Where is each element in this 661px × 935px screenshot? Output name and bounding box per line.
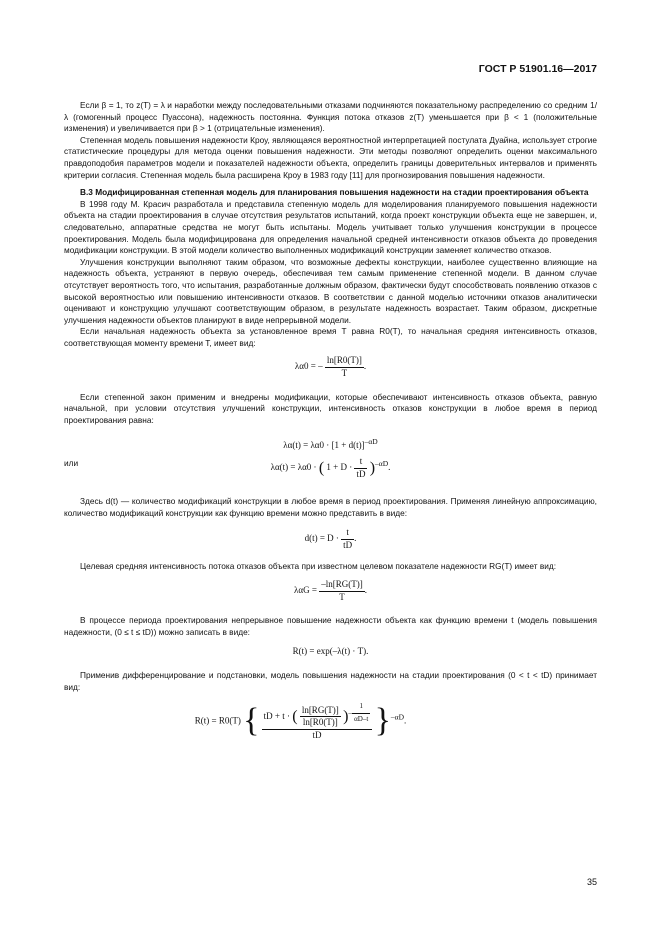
formula-part: λα(t) = λα0 · [1 + d(t)] xyxy=(283,440,365,451)
denominator: tD xyxy=(312,730,322,740)
section-heading: B.3 Модифицированная степенная модель для планирования повышения надежности на стадии проектирования объекта xyxy=(80,187,589,198)
formula-part: λαG = xyxy=(294,585,317,596)
fraction xyxy=(341,527,354,551)
formula-part: d(t) = D · xyxy=(304,533,339,544)
formula-part: 1 + D · xyxy=(326,462,353,473)
numerator: t xyxy=(341,527,354,540)
paren-close: ) xyxy=(343,708,349,726)
numerator: 1 xyxy=(352,701,370,714)
fraction xyxy=(300,705,341,729)
paren-open: { xyxy=(243,702,260,740)
formula-row-or xyxy=(64,456,597,486)
page-body xyxy=(64,100,597,742)
paren-close: ) xyxy=(369,459,376,477)
paragraph: В процессе периода проектирования непрерывное повышение надежности объекта как функцию времени t (модель повышения надежности, (0 ≤ t ≤ tD)) можно записать в виде: xyxy=(64,615,597,637)
formula-modifications-count: d(t) = D · $\frac{t}{tD}$ . xyxy=(304,527,357,550)
paragraph: Степенная модель повышения надежности Кроу, являющаяся вероятностной интерпретацией постулата Дуайна, использует строгие статистические процедуры для метода оценки повышения надежности. Эти методы позволяют определить оценки максимального правдоподобия параметров модели и показателей надежности объекта, определить границы доверительных интервалов и применять критерии согласия. Степенная модель была расширена Кроу в 1983 году [11] для прогнозирования повышения надежности. xyxy=(64,134,597,180)
numerator: ln[R0(T)] xyxy=(325,355,364,368)
numerator: –ln[RG(T)] xyxy=(319,579,365,592)
numerator: tD + t · ( $\frac{\ln[RG(T)]}{\ln[R0(T)]}$ )$^{- \frac{1}{\alpha D-t}}$ xyxy=(262,701,373,730)
denominator: tD xyxy=(343,539,353,550)
formula-target-failure-rate: λαG = $\frac{-\ln[RG(T)]}{T}$ . xyxy=(294,579,367,602)
formula-failure-rate-linear: λα(t) = λα0 · ( 1 + D · $\frac{t}{tD}$ )$^{-\alpha D}$. xyxy=(270,456,391,479)
denominator: T xyxy=(341,368,348,379)
numerator: ln[RG(T)] xyxy=(300,705,341,718)
fraction xyxy=(354,456,367,480)
formula-reliability xyxy=(64,646,597,658)
fraction xyxy=(319,579,365,603)
formula-part: R(t) = exp(–λ(t) · T). xyxy=(292,646,369,657)
formula-failure-rate-modifications xyxy=(64,436,597,452)
fraction xyxy=(325,355,364,379)
or-label: или xyxy=(64,458,79,469)
denominator: αD–t xyxy=(354,714,369,723)
denominator: ln[R0(T)] xyxy=(302,717,338,728)
document-code: ГОСТ Р 51901.16—2017 xyxy=(478,63,597,75)
denominator: T xyxy=(339,591,345,602)
formula-part: λα(t) = λα0 · xyxy=(270,462,317,473)
exponent: –αD xyxy=(364,437,378,447)
paragraph: Если β = 1, то z(T) = λ и наработки между последовательными отказами подчиняются показательному распределению со средним 1/λ (гомогенный процесс Пуассона), надежность постоянна. Функция потока отказов z(T) уменьшается при β < 1 (положительные изменения) и увеличивается при β > 1 (отрицательные изменения). xyxy=(64,100,597,134)
numerator: t xyxy=(354,456,367,469)
formula-part: tD + t · xyxy=(263,710,290,721)
paragraph: Если начальная надежность объекта за установленное время T равна R0(T), то начальная средняя интенсивность отказов, соответствующая моменту времени T, имеет вид: xyxy=(64,326,597,348)
fraction xyxy=(262,701,373,741)
paragraph: В 1998 году М. Красич разработала и представила степенную модель для моделирования планируемого повышения надежности объекта на стадии проектирования в случае отсутствия результатов испытаний, когда проект конструкции объекта еще не завершен, и, следовательно, аппаратные средства не могут быть испытаны. Модель учитывает только улучшения конструкции в процессе проектирования. Модель была модифицирована для определения начальной средней интенсивности отказов объекта до проведения модификации конструкции. В этой модели количество выполненных модификаций конструкции заменяет количество отказов. xyxy=(64,198,597,256)
paren-open: ( xyxy=(292,708,298,726)
paragraph: Улучшения конструкции выполняют таким образом, что возможные дефекты конструкции, наиболее существенно влияющие на надежность объекта, устраняют в первую очередь, обеспечивая тем самым применение степенной модели. В данном случае отсутствует вероятность того, что испытания, разработанные должным образом, фактически будут способствовать появлению отказов с высокой вероятностью или повышению интенсивности отказов. В соответствии с данной моделью источники отказов аналитически оценивают и конструкцию улучшают соответствующим образом, в результате надежность возрастает. Таким образом, дискретные улучшения надежности объектов планируют в виде непрерывной модели. xyxy=(64,256,597,325)
paragraph: Применив дифференцирование и подстановки, модель повышения надежности на стадии проектирования (0 < t < tD) принимает вид: xyxy=(64,669,597,692)
exponent-fraction xyxy=(352,701,370,725)
denominator: tD xyxy=(356,468,366,479)
paragraph: Если степенной закон применим и внедрены модификации, которые обеспечивают интенсивность отказов объекта, равную начальной, при условии отсутствия улучшений конструкции, интенсивность отказов конструкции в любое время в период проектирования равна: xyxy=(64,391,597,425)
paragraph: Целевая средняя интенсивность потока отказов объекта при известном целевом показателе надежности RG(T) имеет вид: xyxy=(80,561,557,572)
formula-part: λα0 = – xyxy=(294,361,323,372)
page-number: 35 xyxy=(586,877,597,887)
formula-growth-model: R(t) = R0(T) { tD + t · ( $\frac{\ln[RG(T)]}{\ln[R0(T)]}$ )$^{- \frac{1}{\alpha D-t}}$ tD }$^{-\alpha D}$. xyxy=(194,702,407,740)
formula-initial-failure-rate: λα0 = – $\frac{\ln[R0(T)]}{T}$ . xyxy=(294,355,367,379)
exponent: –αD xyxy=(390,712,404,722)
paragraph: Здесь d(t) — количество модификаций конструкции в любое время в период проектирования. Применяя линейную аппроксимацию, количество модификаций конструкции как функцию времени можно представить в виде: xyxy=(64,496,597,518)
formula-part: R(t) = R0(T) xyxy=(194,715,241,726)
exponent: –αD xyxy=(375,459,389,469)
paren-close: } xyxy=(374,702,391,740)
paren-open: ( xyxy=(318,459,325,477)
